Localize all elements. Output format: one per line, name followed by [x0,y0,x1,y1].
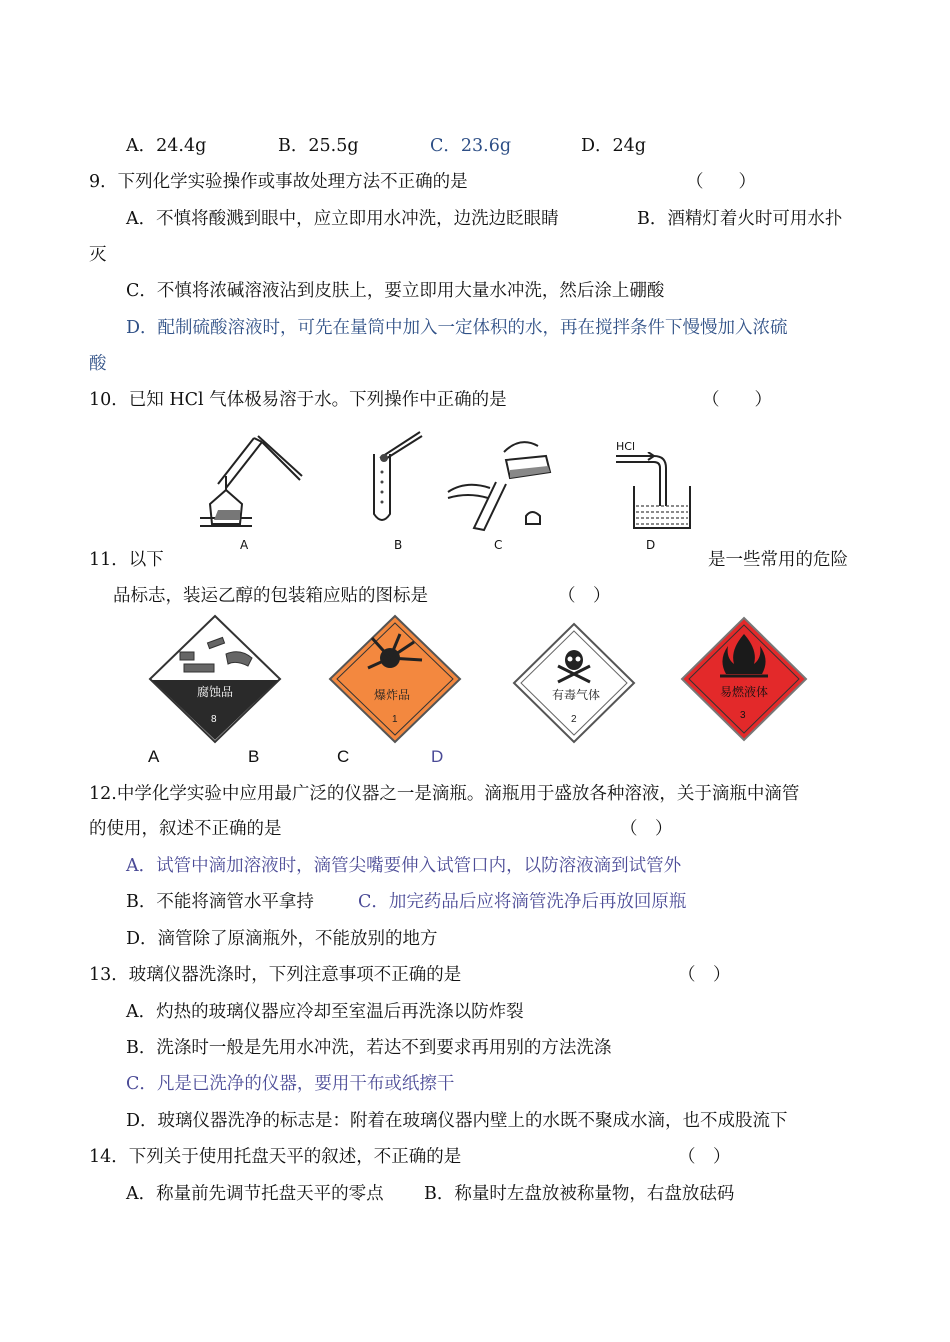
q10-answer-paren: （ ） [702,390,772,410]
q12-option-b: B．不能将滴管水平拿持 [126,892,314,912]
q11-sign-toxic-gas-text: 有毒气体 [552,688,601,702]
q8-option-c: C．23.6g [430,136,512,156]
q12-option-a: A．试管中滴加溶液时，滴管尖嘴要伸入试管口内，以防溶液滴到试管外 [126,856,682,876]
q11-stem-line2: 品标志，装运乙醇的包装箱应贴的图标是 [113,586,428,606]
q9-option-d-cont: 酸 [89,354,107,374]
q12-option-c: C．加完药品后应将滴管洗净后再放回原瓶 [358,892,687,912]
q10-figure-label-d: D [646,538,656,552]
q11-sign-explosive [328,614,462,744]
q12-option-d: D．滴管除了原滴瓶外，不能放别的地方 [126,929,438,949]
q11-sign-explosive-number: 1 [392,714,398,725]
q10-figure-b-test-tube [362,428,432,528]
q11-sign-toxic-gas [512,622,636,744]
q11-answer-paren: （ ） [558,586,611,606]
q9-option-b: B．酒精灯着火时可用水扑 [637,209,843,229]
q12-stem-line2: 的使用，叙述不正确的是 [89,819,282,839]
q11-sign-corrosive [148,614,282,744]
q11-label-c: C [337,747,350,766]
q11-sign-toxic-gas-number: 2 [571,714,577,725]
q11-sign-corrosive-number: 8 [211,714,217,725]
q10-figure-d-beaker [612,452,696,532]
q13-option-a: A．灼热的玻璃仪器应冷却至室温后再洗涤以防炸裂 [126,1002,524,1022]
q12-stem: 12.中学化学实验中应用最广泛的仪器之一是滴瓶。滴瓶用于盛放各种溶液，关于滴瓶中滴管 [89,784,800,804]
q10-figure-label-c: C [494,538,503,552]
q11-sign-flammable-liquid-number: 3 [740,710,746,721]
q14-option-a: A．称量前先调节托盘天平的零点 [126,1184,384,1204]
q13-answer-paren: （ ） [678,965,731,985]
q9-answer-paren: （ ） [686,172,756,192]
q10-figure-label-a: A [240,538,249,552]
q10-figure-d-hcl-label: HCl [616,440,636,453]
q11-label-a: A [148,747,160,766]
q8-option-a: A．24.4g [126,136,207,156]
q11-sign-flammable-liquid-text: 易燃液体 [720,685,769,699]
q11-sign-corrosive-text: 腐蚀品 [197,685,234,699]
q14-option-b: B．称量时左盘放被称量物，右盘放砝码 [424,1184,735,1204]
q14-stem: 14．下列关于使用托盘天平的叙述，不正确的是 [89,1147,462,1167]
q12-answer-paren: （ ） [620,819,673,839]
q13-option-b: B．洗涤时一般是先用水冲洗，若达不到要求再用别的方法洗涤 [126,1038,612,1058]
q9-option-d: D．配制硫酸溶液时，可先在量筒中加入一定体积的水，再在搅拌条件下慢慢加入浓硫 [126,318,788,338]
q10-stem: 10．已知 HCl 气体极易溶于水。下列操作中正确的是 [89,390,507,410]
q13-stem: 13．玻璃仪器洗涤时，下列注意事项不正确的是 [89,965,462,985]
q11-stem-end: 是一些常用的危险 [708,550,848,570]
q8-option-d: D．24g [581,136,647,156]
q11-sign-explosive-text: 爆炸品 [374,688,411,702]
q11-label-d: D [431,747,444,766]
q9-stem: 9．下列化学实验操作或事故处理方法不正确的是 [89,172,468,192]
q10-figure-c-pouring [444,432,556,532]
q13-option-d: D．玻璃仪器洗净的标志是：附着在玻璃仪器内壁上的水既不聚成水滴，也不成股流下 [126,1111,788,1131]
q10-figure-label-b: B [394,538,403,552]
q9-option-b-cont: 灭 [89,245,107,265]
q10-figure-a-apparatus [190,426,310,530]
q9-option-a: A．不慎将酸溅到眼中，应立即用水冲洗，边洗边眨眼睛 [126,209,559,229]
q8-option-b: B．25.5g [278,136,359,156]
q9-option-c: C．不慎将浓碱溶液沾到皮肤上，要立即用大量水冲洗，然后涂上硼酸 [126,281,665,301]
q11-sign-flammable-liquid [680,616,808,742]
q11-stem-start: 11．以下 [89,550,164,570]
q11-label-b: B [248,747,260,766]
q13-option-c: C．凡是已洗净的仪器，要用干布或纸擦干 [126,1074,455,1094]
q14-answer-paren: （ ） [678,1147,731,1167]
